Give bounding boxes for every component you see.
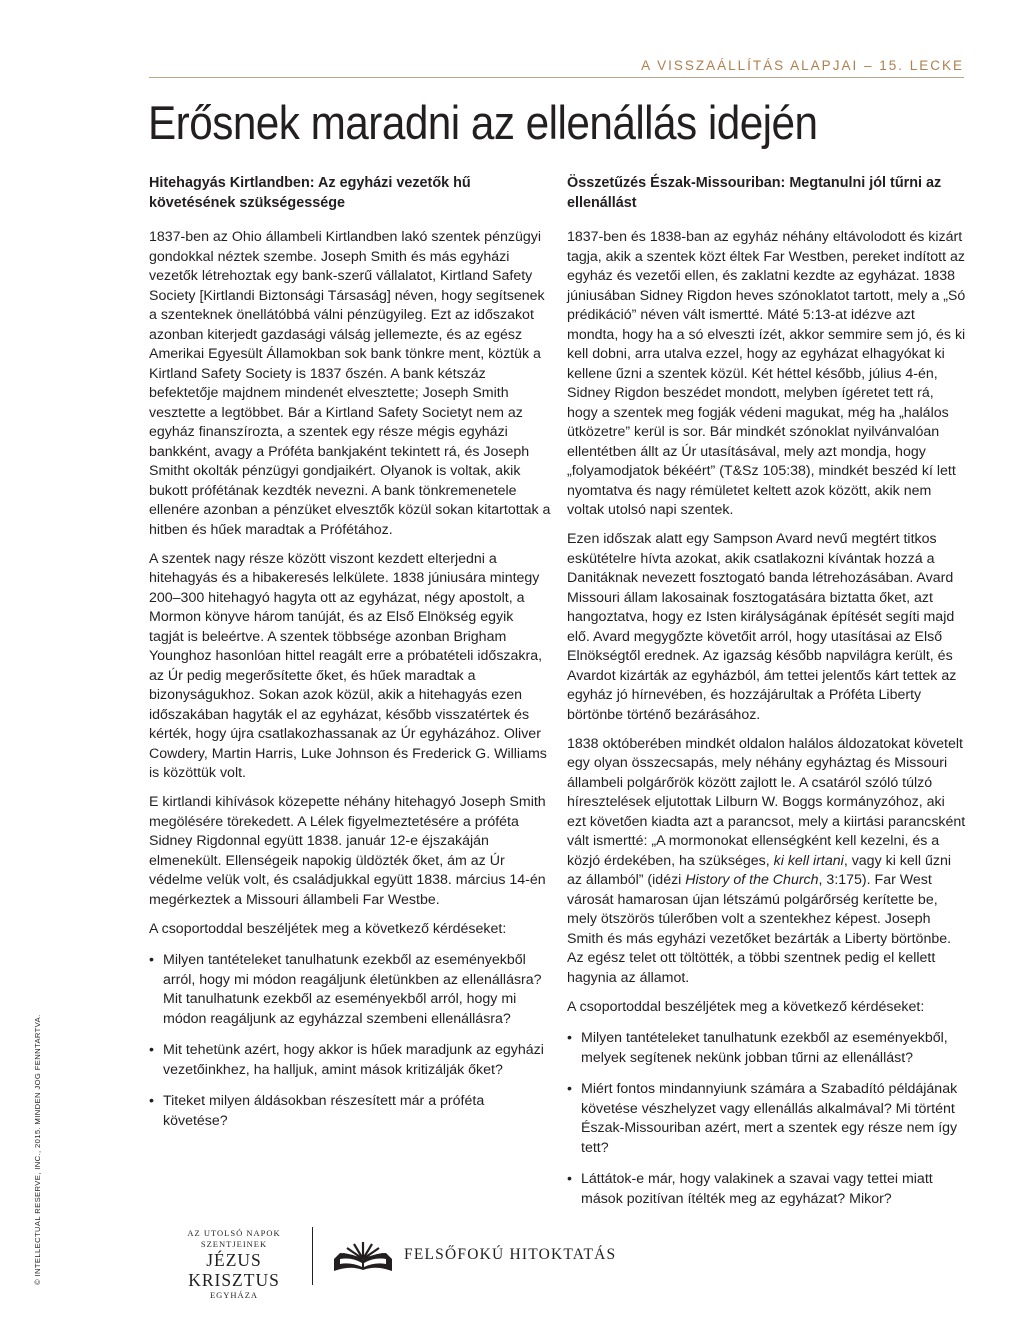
church-logo-name: JÉZUS KRISZTUS bbox=[188, 1250, 280, 1290]
discussion-question: • Láttátok-e már, hogy valakinek a szavai vagy tettei miatt mások pozitívan ítélték meg az egyházat? Mikor? bbox=[567, 1170, 967, 1209]
church-logo-line: EGYHÁZA bbox=[209, 1290, 259, 1300]
paragraph: A szentek nagy része között viszont kezdett elterjedni a hitehagyás és a hibakeresés lelkülete. 1838 júniusára mintegy 200–300 hitehagyó hagyta ott az egyházat, négy apostolt, a Mormon könyve három tanúját, és az Első Elnökség egyik tagját is beleértve. A szentek többsége azonban Brigham Younghoz hasonlóan hittel reagált erre a próbatételi időszakra, az Úr pedig megerősítette őket, és hűek maradtak a bizonyságukhoz. Sokan azok közül, akik a hitehagyás ezen időszakában hagyták el az egyházat, később visszatértek és kérték, hogy újra csatlakozhassanak az Úr egyházához. Oliver Cowdery, Martin Harris, Luke Johnson és Frederick G. Williams is közöttük volt. bbox=[149, 550, 547, 781]
church-logo-line: AZ UTOLSÓ NAPOK bbox=[187, 1228, 281, 1238]
discussion-prompt: A csoportoddal beszéljétek meg a következő kérdéseket: bbox=[149, 920, 507, 937]
discussion-question: • Milyen tantételeket tanulhatunk ezekből az eseményekből, melyek segítenek nekünk jobban tűrni az ellenállást? bbox=[567, 1029, 967, 1068]
paragraph: E kirtlandi kihívások közepette néhány hitehagyó Joseph Smith megölésére törekedett. A Lélek figyelmeztetésére a próféta Sidney Rigdonnal együtt 1838. január 12-e éjszakáján elmenekült. Ellenségeik napokig üldözték őket, ám az Úr védelme velük volt, és családjukkal együtt 1838. március 14-én megérkeztek a Missouri állambeli Far Westbe. bbox=[149, 794, 546, 908]
section-heading-kirtland: Hitehagyás Kirtlandben: Az egyházi vezetők hű követésének szükségessége bbox=[149, 175, 471, 211]
lesson-header-label: A VISSZAÁLLÍTÁS ALAPJAI – 15. LECKE bbox=[641, 58, 964, 73]
paragraph: 1837-ben az Ohio állambeli Kirtlandben lakó szentek pénzügyi gondokkal néztek szembe. Joseph Smith és más egyházi vezetők létrehoztak egy bank-szerű vállalatot, Kirtland Safety Society [Kirtlandi Biztonsági Társaság] néven, hogy segítsenek a szenteknek önellátóbbá válni pénzügyileg. Ezt az időszakot azonban kiterjedt gazdasági válság jellemezte, és az egész Amerikai Egyesült Államokban sok bank tönkre ment, köztük a Kirtland Safety Society is 1837 őszén. A bank kétszáz befektetője majdnem mindenét elvesztette; Joseph Smith vesztette a legtöbbet. Bár a Kirtland Safety Societyt nem az egyház finanszírozta, a szentek egy része mégis egyházi bankként, avagy a Próféta bankjaként tekintett rá, és Joseph Smitht okolták pénzügyi gondjaikért. Olyanok is voltak, akik bukott prófétának kezdték nevezni. A bank tönkremenetele ellenére azonban a pénzüket elvesztők közül sokan kitartottak a hitben és hűek maradtak a Prófétához. bbox=[149, 229, 551, 538]
discussion-question: • Milyen tantételeket tanulhatunk ezekből az eseményekből arról, hogy mi módon reagáljunk életünkben az ellenállásra? Mit tanulhatunk ezekből az eseményekből arról, hogy mi módon reagáljunk az egyházzal szembeni ellenállásra? bbox=[149, 951, 551, 1029]
text-run: 1838 októberében mindkét oldalon halálos áldozatokat követelt egy olyan összecsapás, mely néhány egyháztag és Missouri állambeli polgárőrök között zajlott le. A csatáról szóló túlzó híresztelések eljutottak Lilburn W. Boggs kormányzóhoz, aki ezt követően kiadta azt a parancsot, mely a kiirtási parancsként vált ismertté: „A mormonokat ellenségként kell kezelni, és a közjó érdekében, ha szükséges, bbox=[567, 735, 966, 869]
discussion-question: • Mit tehetünk azért, hogy akkor is hűek maradjunk az egyházi vezetőinkhez, ha halljuk, amint mások kritizálják őket? bbox=[149, 1041, 551, 1080]
footer bbox=[0, 1225, 1024, 1300]
seminary-label: FELSŐFOKÚ HITOKTATÁS bbox=[404, 1246, 617, 1263]
text-run: , 3:175). Far West városát hamarosan újan létszámú polgárőrség kerítette be, mely ötszörös túlerőben volt a szentekhez képest. Joseph Smith és más egyházi vezetőket bezárták a Liberty börtönbe. Az egész telet ott töltötték, a többi szentnek pedig el kellett hagynia az államot. bbox=[567, 872, 952, 986]
right-column bbox=[567, 174, 967, 1219]
church-logo bbox=[168, 1228, 300, 1301]
footer-divider bbox=[312, 1227, 313, 1285]
discussion-questions-list bbox=[149, 951, 551, 1131]
text-run: , vagy ki kell űzni az államból” (idézi bbox=[567, 852, 952, 888]
book-title: History of the Church bbox=[685, 872, 819, 888]
paragraph: 1837-ben és 1838-ban az egyház néhány eltávolodott és kizárt tagja, akik a szentek közt éltek Far Westben, pereket indított az egyház és vezetői ellen, és zaklatni kezdte az egyházat. 1838 júniusában Sidney Rigdon heves szónoklatot tartott, mely a „Só prédikáció” néven vált ismertté. Máté 5:13-at idézve azt mondta, hogy ha a só elveszti ízét, akkor semmire sem jó, és ki kell dobni, arra utalva ezzel, hogy az egyházat elhagyókat ki kellene űzni a szentek közül. Két héttel később, július 4-én, Sidney Rigdon beszédet mondott, melyben ígéretet tett rá, hogy a szentek meg fogják védeni magukat, még ha „halálos ütközetre” kerül is sor. Bár mindkét szónoklat nyilvánvalóan ellentétben állt az Úr utasításával, mely azt mondja, hogy „folyamodjatok békéért” (T&Sz 105:38), mindkét beszéd kí lett nyomtatva és nagy rémületet keltett azok között, akik nem voltak utolsó napi szentek. bbox=[567, 229, 966, 518]
church-logo-line: SZENTJEINEK bbox=[200, 1239, 268, 1249]
discussion-question: • Miért fontos mindannyiunk számára a Szabadító példájának követése vészhelyzet vagy ellenállás alkalmával? Mi történt Észak-Missouriban azért, mert a szentek egy része nem így tett? bbox=[567, 1080, 967, 1158]
paragraph: Ezen időszak alatt egy Sampson Avard nevű megtért titkos eskütételre hívta azokat, akik csatlakozni kívántak hozzá a Danitáknak nevezett fosztogató banda létrehozásában. Avard Missouri állam lakosainak fosztogatására biztatta őket, azt hangoztatva, hogy ez Isten királyságának építését segíti majd elő. Avard megygőzte követőit arról, hogy utasításai az Első Elnökségtől erednek. Az igazság később napvilágra került, és Avardot kizárták az egyházból, ám tettei jelentős kárt tettek az egyház jó hírnevében, és hozzájárultak a Próféta Liberty börtönbe történő bezárásához. bbox=[567, 531, 957, 723]
section-heading-missouri: Összetűzés Észak-Missouriban: Megtanulni jól tűrni az ellenállást bbox=[567, 175, 942, 211]
open-book-sunburst-icon bbox=[332, 1239, 394, 1273]
discussion-prompt: A csoportoddal beszéljétek meg a következő kérdéseket: bbox=[567, 998, 925, 1015]
italic-quote: ki kell irtani bbox=[773, 852, 844, 869]
discussion-question: • Titeket milyen áldásokban részesített már a próféta követése? bbox=[149, 1092, 551, 1131]
left-column bbox=[149, 174, 551, 1141]
copyright-notice: © INTELLECTUAL RESERVE, INC., 2015. MINDEN JOG FENNTARTVA. bbox=[33, 1014, 42, 1285]
header-divider bbox=[149, 77, 964, 78]
discussion-questions-list bbox=[567, 1029, 967, 1209]
paragraph bbox=[567, 735, 967, 989]
page-title: Erősnek maradni az ellenállás idején bbox=[148, 96, 818, 149]
